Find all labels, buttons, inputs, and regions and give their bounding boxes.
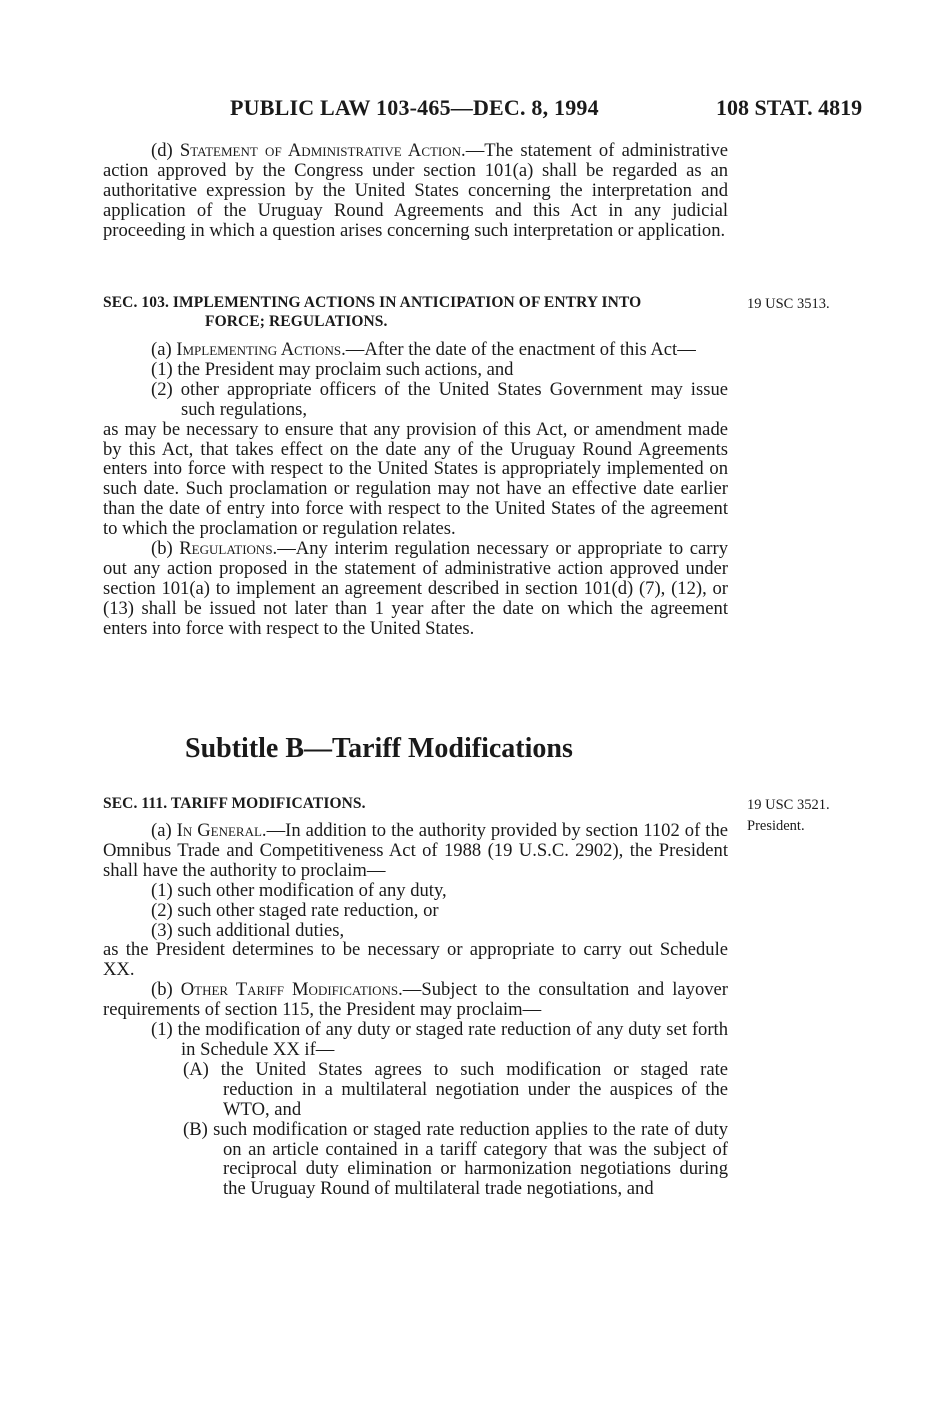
page-header-stat: 108 STAT. 4819 [716,95,863,120]
sec103-heading-line2: FORCE; REGULATIONS. [205,313,388,330]
sec111-b-heading: Other Tariff Modifications. [180,979,403,1001]
paragraph-d-text: —The statement of administrative action approved by the Congress under section 101(a) shall be regarded as an authoritative expression by the United States concerning the interpretation and application of the Uruguay Round Agreements and this Act in any judicial proceeding in which a question arises concerning such interpretation or application. [103,140,728,241]
sec111-a-heading: In General. [176,820,267,841]
sec103-b [103,539,728,639]
sec103-a [103,340,728,360]
sec111-b [103,980,728,1020]
sec103-b-text: —Any interim regulation necessary or appropriate to carry out any action proposed in the statement of administrative action approved under section 101(a) to implement an agreement described in section 101(d) (7), (12), or (13) shall be issued not later than 1 year after the date on which the agreement enters into force with respect to the United States. [103,538,728,639]
sec103-a-label: (a) [151,339,177,360]
sec103-margin-note: 19 USC 3513. [747,296,830,312]
sec111-a [103,821,728,881]
sec103-body [103,340,728,639]
sec103-a-text: —After the date of the enactment of this Act— [345,339,696,360]
sec111-a-follow: as the President determines to be necessary or appropriate to carry out Schedule XX. [103,939,728,981]
sec111-a-item-3: (3) such additional duties, [151,919,345,941]
sec111-b-label: (b) [151,979,181,1001]
page-header-title: PUBLIC LAW 103-465—DEC. 8, 1994 [230,95,599,120]
sec103-b-heading: Regulations. [179,538,278,560]
sec103-a-item-2: (2) other appropriate officers of the United States Government may issue such regulations, [151,378,728,420]
paragraph-d-heading: Statement of Administrative Action. [179,140,466,161]
sec111-b-1-A: (A) the United States agrees to such modification or staged rate reduction in a multilateral negotiation under the auspices of the WTO, and [183,1058,728,1120]
sec103-a-item-1: (1) the President may proclaim such actions, and [151,358,514,380]
sec111-b-1: (1) the modification of any duty or staged rate reduction of any duty set forth in Schedule XX if— [151,1019,728,1060]
paragraph-d [103,141,728,241]
sec103-a-heading: Implementing Actions. [176,339,346,360]
sec111-margin-note-usc: 19 USC 3521. [747,797,830,813]
sec111-a-item-1: (1) such other modification of any duty, [151,879,447,901]
sec111-body [103,821,728,1199]
paragraph-d-body [103,141,728,241]
sec111-margin-note-president: President. [747,818,805,834]
paragraph-d-label: (d) [151,140,180,161]
sec103-heading [103,293,728,331]
sec111-a-item-2: (2) such other staged rate reduction, or [151,899,439,921]
sec111-a-text: —In addition to the authority provided by section 1102 of the Omnibus Trade and Competitiveness Act of 1988 (19 U.S.C. 2902), the President shall have the authority to proclaim— [103,820,728,881]
sec111-b-text: —Subject to the consultation and layover requirements of section 115, the President may proclaim— [103,979,728,1021]
sec111-heading: SEC. 111. TARIFF MODIFICATIONS. [103,795,366,812]
subtitle-heading: Subtitle B—Tariff Modifications [185,733,573,764]
sec103-heading-line1: SEC. 103. IMPLEMENTING ACTIONS IN ANTICIPATION OF ENTRY INTO [103,294,642,311]
sec111-b-1-B: (B) such modification or staged rate reduction applies to the rate of duty on an article contained in a tariff category that was the subject of reciprocal duty elimination or harmonization negotiations during the Uruguay Round of multilateral trade negotiations, and [183,1118,728,1200]
sec103-b-label: (b) [151,538,180,560]
sec111-a-label: (a) [151,820,177,841]
sec103-a-follow: as may be necessary to ensure that any provision of this Act, or amendment made by this Act, that takes effect on the date any of the Uruguay Round Agreements enters into force with respect to the United States is appropriately implemented on such date. Such proclamation or regulation may not have an effective date earlier than the date of entry into force with respect to the United States of the agreement to which the proclamation or regulation relates. [103,418,728,540]
